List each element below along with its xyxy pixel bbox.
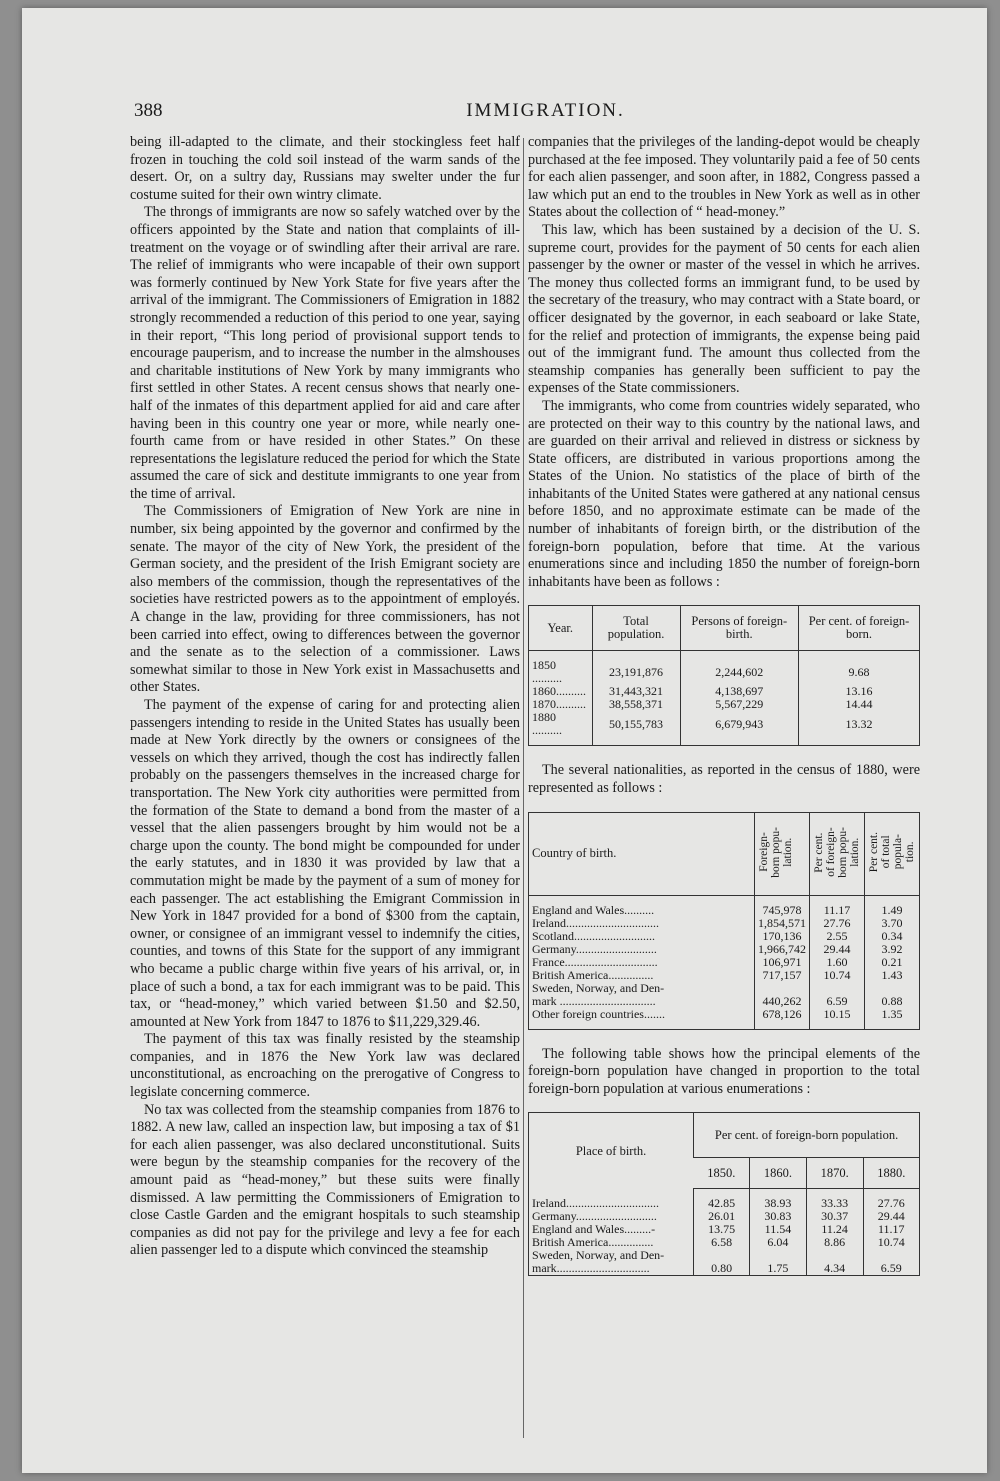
table-cell: 1860.......... [532, 684, 586, 699]
paragraph: The immigrants, who come from countries widely separated, who are protected on their way to this country by the national laws, and are guarded on their arrival and relieved in distress or sickness by State officers, are distributed in various proportions among the States of the Union. No statistics of the place of birth of the inhabitants of the United States were gathered at any national census before 1850, and no approximate estimate can be made of the number of inhabitants of foreign birth, or the distribution of the foreign-born population, before that time. At the various enumerations since and including 1850 the number of foreign-born inhabitants have been as follows : [528, 397, 920, 590]
table-row [529, 698, 919, 711]
table-cell: 1.60 [810, 956, 865, 969]
table-cell: Scotland........................... [532, 928, 655, 943]
table-cell: Sweden, Norway, and Den- [532, 1248, 665, 1263]
table-cell: 0.88 [865, 995, 920, 1008]
table-cell: 50,155,783 [592, 711, 680, 737]
table-cell: 8.86 [806, 1236, 863, 1249]
table-cell: France............................... [532, 954, 658, 969]
rotated-header-label: Per cent. of total popula- tion. [868, 832, 916, 873]
table-cell: 13.75 [694, 1223, 750, 1236]
table-cell [810, 982, 865, 995]
paragraph: The Commissioners of Emigration of New York are nine in number, six being appointed by the governor and confirmed by the senate. The mayor of the city of New York, the president of the German society, and the president of the Irish Emigrant society are also members of the commission, though the representatives of the societies have restricted powers as to the appointment of employés. A change in the law, providing for three commissioners, has not been carried into effect, owing to differences between the governor and the senate as to the selection of a commissioner. Laws somewhat similar to those in New York exist in Massachusetts and other States. [130, 503, 520, 696]
table-cell: 745,978 [755, 904, 810, 917]
table-header: Persons of foreign-birth. [680, 606, 799, 651]
table-cell: 3.70 [865, 917, 920, 930]
table-cell [865, 982, 920, 995]
table-cell: 5,567,229 [680, 698, 799, 711]
table-cell: 10.74 [863, 1236, 919, 1249]
table-cell: 1.35 [865, 1008, 920, 1021]
table-cell: 30.83 [750, 1210, 807, 1223]
table-row [529, 982, 919, 995]
right-column [528, 134, 920, 1292]
table-cell: Sweden, Norway, and Den- [532, 980, 665, 995]
table-cell: 1,966,742 [755, 943, 810, 956]
table-cell: 717,157 [755, 969, 810, 982]
table-cell: 1880 .......... [532, 710, 562, 738]
table-header: 1860. [750, 1158, 807, 1189]
paragraph: being ill-adapted to the climate, and their stockingless feet half frozen in touching the cold soil instead of the warm sands of the desert. Or, on a sultry day, Russians may swelter under the fur costume suited for their own wintry climate. [130, 134, 520, 203]
table-cell: England and Wales.........- [532, 1222, 656, 1237]
table-cell: 13.16 [799, 685, 919, 698]
table-cell: 170,136 [755, 930, 810, 943]
table-cell: 10.15 [810, 1008, 865, 1021]
table-cell: 14.44 [799, 698, 919, 711]
table-cell: British America............... [532, 967, 654, 982]
table-header: 1870. [806, 1158, 863, 1189]
table-row [529, 1008, 919, 1021]
table-cell: Germany........................... [532, 1209, 657, 1224]
table-cell: 11.54 [750, 1223, 807, 1236]
table-row [529, 1262, 919, 1275]
table-row [529, 956, 919, 969]
table-cell: 11.17 [863, 1223, 919, 1236]
running-title: IMMIGRATION. [466, 100, 625, 121]
table-row [529, 995, 919, 1008]
table-cell: 3.92 [865, 943, 920, 956]
nationalities-table [528, 812, 920, 1030]
table-cell: 29.44 [810, 943, 865, 956]
rotated-header-label: Foreign- born popu- lation. [758, 826, 794, 878]
table-cell: 10.74 [810, 969, 865, 982]
table-row [529, 659, 919, 685]
table-header [755, 813, 810, 896]
table-cell: 27.76 [863, 1197, 919, 1210]
table-cell: 26.01 [694, 1210, 750, 1223]
table-cell: 38,558,371 [592, 698, 680, 711]
table-row [529, 969, 919, 982]
table-header: 1880. [863, 1158, 919, 1189]
table-cell: 1850 .......... [532, 658, 562, 686]
table-cell: 11.17 [810, 904, 865, 917]
paragraph: The throngs of immigrants are now so safely watched over by the officers appointed by the State and nation that complaints of ill-treatment on the voyage or of swindling after their arrival are rare. The relief of immigrants who were incapable of their own support was formerly continued by New York State for five years after the arrival of the immigrant. The Commissioners of Emigration in 1882 strongly recommended a reduction of this period to one year, saying in their report, “This long period of provisional support tends to encourage pauperism, and to increase the number in the almshouses and charitable institutions of New York by many immigrants who first settled in other States. A recent census shows that nearly one-half of the inmates of this department applied for aid and care after having been in this country one year or more, while nearly one-fourth came from or have resided in other States.” On these representations the legislature reduced the period for which the State assumed the care of sick and destitute immigrants to one year from the time of arrival. [130, 204, 520, 502]
table-cell: mark ................................ [532, 993, 656, 1008]
table-cell: 0.34 [865, 930, 920, 943]
table-cell: 0.21 [865, 956, 920, 969]
table-cell: 1.43 [865, 969, 920, 982]
table-cell: 6.59 [810, 995, 865, 1008]
table-row [529, 943, 919, 956]
table-cell: 1.49 [865, 904, 920, 917]
table-cell: 1.75 [750, 1262, 807, 1275]
table-row [529, 930, 919, 943]
table-cell: 106,971 [755, 956, 810, 969]
table-cell: 1,854,571 [755, 917, 810, 930]
column-divider [523, 138, 524, 1438]
table-header: Year. [529, 606, 592, 651]
running-head [134, 100, 917, 128]
table-cell: British America............... [532, 1235, 654, 1250]
table-cell: 6.58 [694, 1236, 750, 1249]
table-cell: 6,679,943 [680, 711, 799, 737]
table-cell: 440,262 [755, 995, 810, 1008]
table-cell [755, 982, 810, 995]
paragraph: No tax was collected from the steamship companies from 1876 to 1882. A new law, called an inspection law, but imposing a tax of $1 for each alien passenger, was also declared unconstitutional. Suits were begun by the steamship companies for the recovery of the amount paid as “head-money,” but these suits were finally dismissed. A law permitting the Commissioners of Emigration to close Castle Garden and the emigrant hospitals to such steamship companies as did not pay for the privilege and levy a fee for each alien passenger led to a dispute which convinced the steamship [130, 1101, 520, 1259]
table-cell: 27.76 [810, 917, 865, 930]
table-header: Place of birth. [575, 1143, 647, 1158]
population-table [528, 605, 920, 746]
birthplace-change-table [528, 1112, 920, 1276]
table-cell: 2,244,602 [680, 659, 799, 685]
table-cell: 29.44 [863, 1210, 919, 1223]
table-header [865, 813, 920, 896]
table-cell: 9.68 [799, 659, 919, 685]
table-header: 1850. [694, 1158, 750, 1189]
table-row [529, 917, 919, 930]
table-row [529, 711, 919, 737]
table-cell: 0.80 [694, 1262, 750, 1275]
table-row [529, 904, 919, 917]
table-cell: 6.59 [863, 1262, 919, 1275]
table-cell: 4.34 [806, 1262, 863, 1275]
table-cell: 33.33 [806, 1197, 863, 1210]
table-cell: England and Wales.......... [532, 902, 655, 917]
table-header [810, 813, 865, 896]
book-page [22, 8, 987, 1473]
table-header: Per cent. of foreign-born population. [694, 1113, 919, 1158]
table-cell: 1870.......... [532, 697, 586, 712]
table-cell: mark............................... [532, 1261, 650, 1276]
table-header: Country of birth. [529, 813, 755, 896]
paragraph: The several nationalities, as reported in the census of 1880, were represented as follows : [528, 762, 920, 797]
table-cell: Germany........................... [532, 941, 657, 956]
table-cell: 6.04 [750, 1236, 807, 1249]
paragraph: The following table shows how the principal elements of the foreign-born population have changed in proportion to the total foreign-born population at various enumerations : [528, 1045, 920, 1097]
table-cell: Other foreign countries....... [532, 1006, 665, 1021]
table-cell: 4,138,697 [680, 685, 799, 698]
table-header: Total population. [592, 606, 680, 651]
paragraph: The payment of this tax was finally resisted by the steamship companies, and in 1876 the New York law was declared unconstitutional, as encroaching on the prerogative of Congress to legislate concerning commerce. [130, 1031, 520, 1101]
table-cell: 678,126 [755, 1008, 810, 1021]
table-cell: 2.55 [810, 930, 865, 943]
table-cell: 13.32 [799, 711, 919, 737]
rotated-header-label: Per cent. of foreign- born popu- lation. [813, 826, 861, 878]
table-cell: 42.85 [694, 1197, 750, 1210]
table-cell: 11.24 [806, 1223, 863, 1236]
table-cell: 38.93 [750, 1197, 807, 1210]
paragraph: The payment of the expense of caring for and protecting alien passengers intending to reside in the United States has usually been made at New York directly by the owners or consignees of the vessels on which they arrived, though the cost has indirectly fallen probably on the passengers themselves in the increased charge for transportation. The New York city authorities were permitted from the formation of the State to demand a bond from the master of a vessel that the alien passengers brought by him would not be a charge upon the county. The bond might be compounded for under the early statutes, and in 1830 it was provided by law that a commutation might be made by the payment of a sum of money for each passenger. The act establishing the Emigrant Commission in New York in 1847 provided for a bond of $300 from the captain, owner, or consignee of an immigrant vessel to indemnify the cities, counties, and towns of this State for the support of any immigrant who became a public charge within five years of his arrival, or, in place of such a bond, a tax for each immigrant was to be paid. This tax, or “head-money,” which varied between $1.50 and $2.50, amounted at New York from 1847 to 1876 to $11,229,329.46. [130, 697, 520, 1030]
table-header: Per cent. of foreign-born. [799, 606, 919, 651]
table-cell: 30.37 [806, 1210, 863, 1223]
table-cell: 31,443,321 [592, 685, 680, 698]
table-cell: Ireland............................... [532, 1196, 659, 1211]
paragraph: companies that the privileges of the landing-depot would be cheaply purchased at the fee imposed. They voluntarily paid a fee of 50 cents for each alien passenger, and soon after, in 1882, Congress passed a law which put an end to the troubles in New York as well as in other States about the collection of “ head-money.” [528, 134, 920, 221]
page-number: 388 [134, 100, 163, 121]
paragraph: This law, which has been sustained by a decision of the U. S. supreme court, provides for the payment of 50 cents for each alien passenger by the owner or master of the vessel in which he arrives. The money thus collected forms an immigrant fund, to be used by the secretary of the treasury, who may contract with a State board, or officer designated by the governor, in each seaboard or lake State, for the relief and protection of immigrants, the expense being paid out of the immigrant fund. The amount thus collected from the steamship companies has generally been sufficient to pay the expenses of the State commissioners. [528, 221, 920, 397]
table-cell: 23,191,876 [592, 659, 680, 685]
table-cell: Ireland............................... [532, 915, 659, 930]
left-column [130, 134, 520, 1260]
